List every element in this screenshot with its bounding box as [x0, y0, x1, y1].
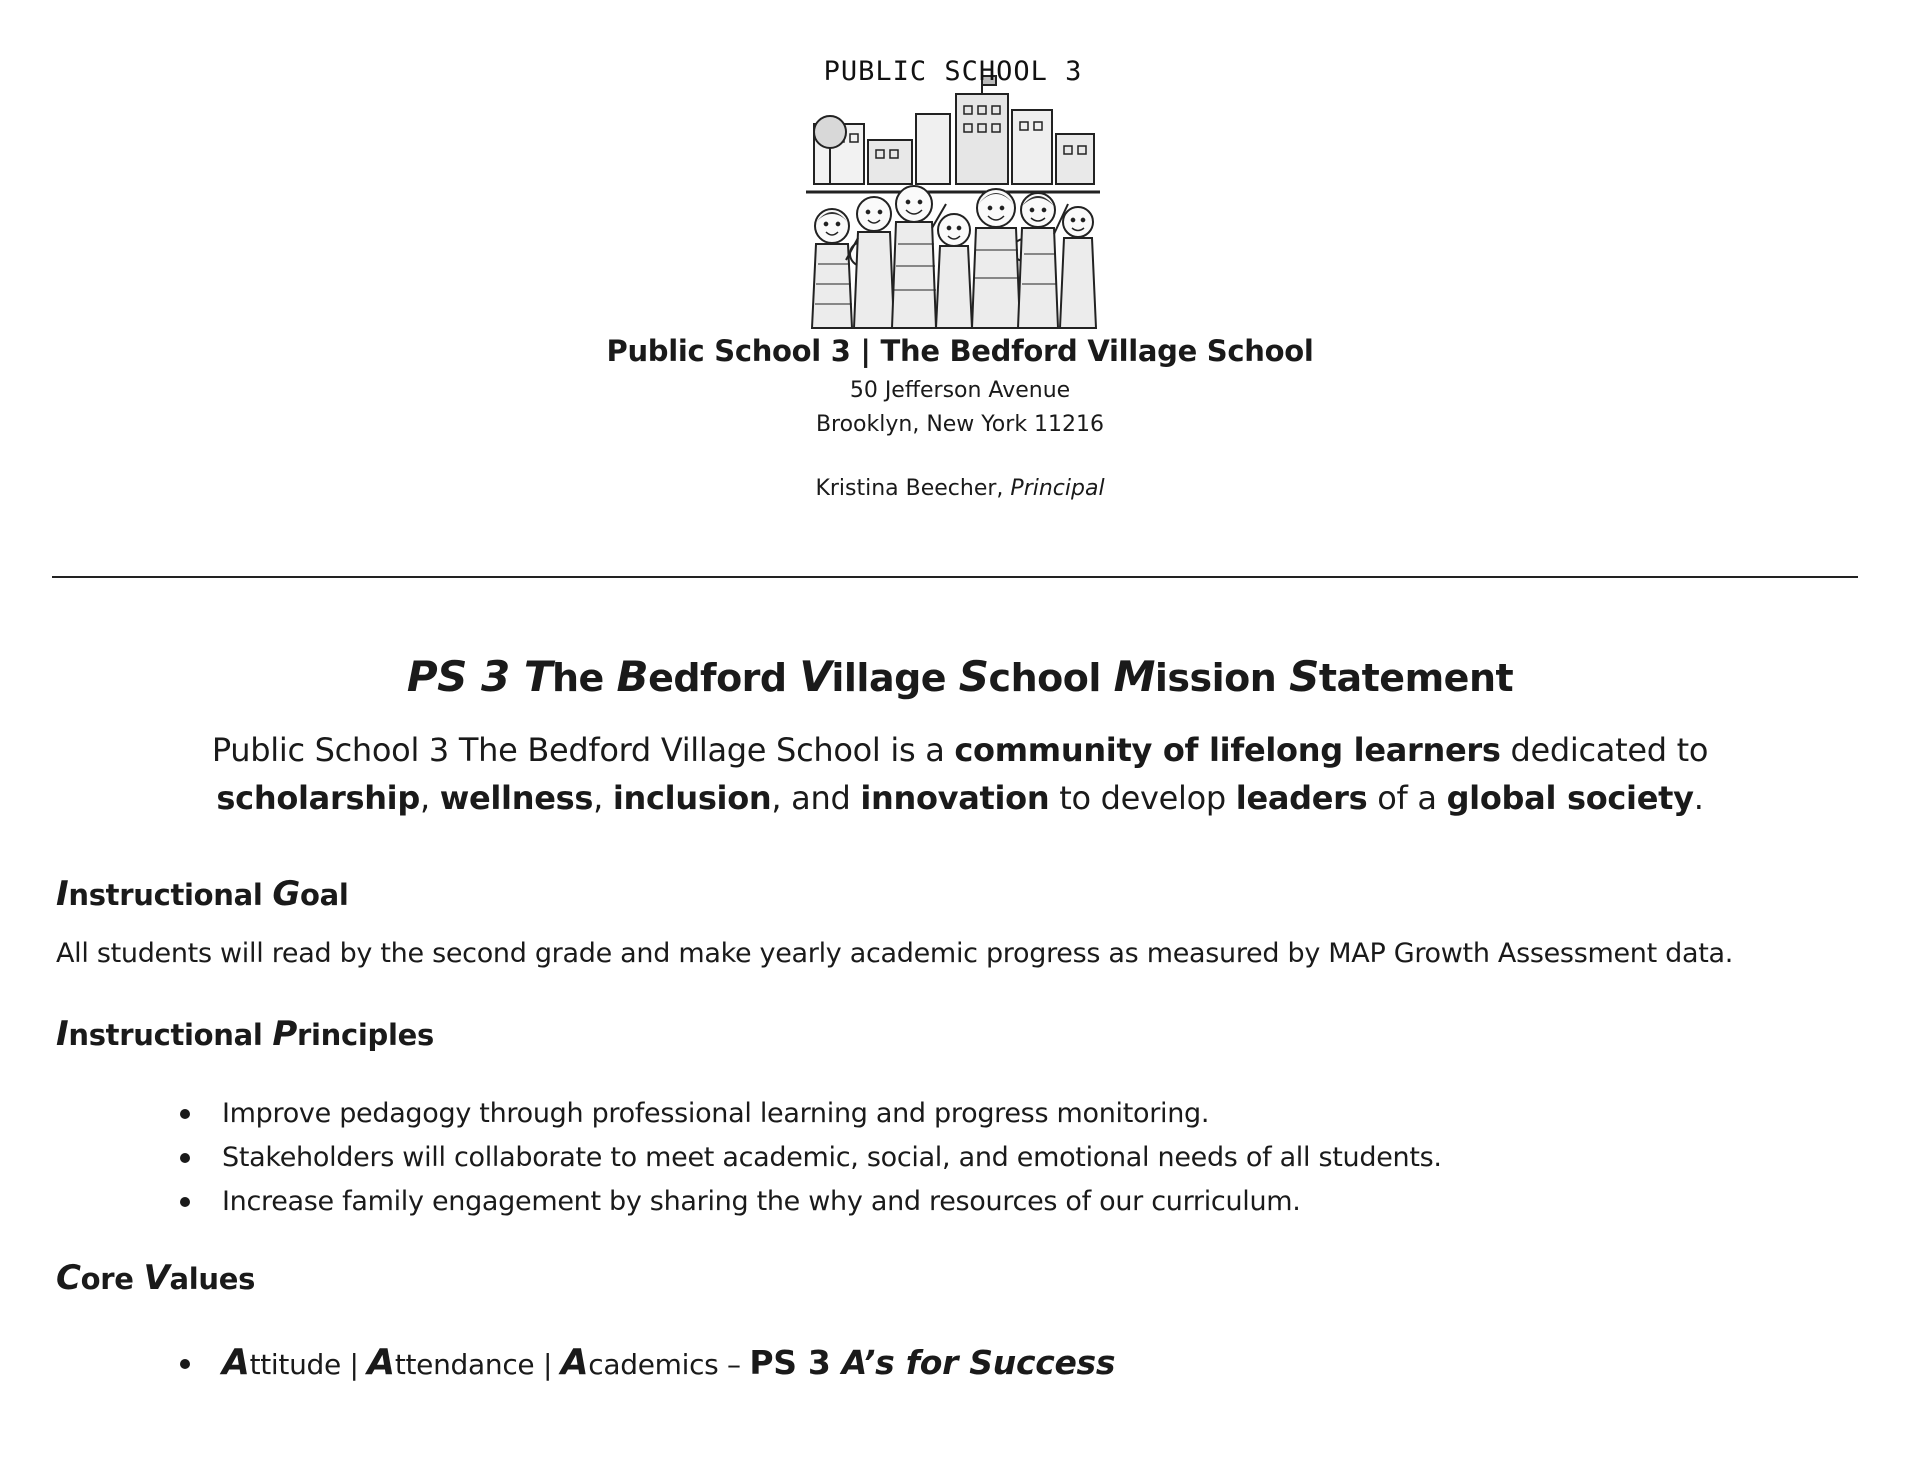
title-rest: illage: [831, 656, 959, 700]
title-rest: he: [551, 656, 617, 700]
heading-rest: nstructional: [68, 878, 273, 912]
list-item-text: Improve pedagogy through professional learning and progress monitoring.: [222, 1098, 1210, 1129]
title-cap: B: [616, 652, 649, 701]
heading-cap: I: [56, 1014, 69, 1054]
value-word: ttendance |: [394, 1348, 561, 1381]
title-rest: chool: [988, 656, 1114, 700]
instructional-principles-heading: [56, 1014, 434, 1054]
mission-emphasis: scholarship: [216, 779, 420, 817]
mission-text: , and: [771, 779, 861, 817]
heading-rest: rinciples: [296, 1018, 434, 1052]
mission-emphasis: wellness: [439, 779, 594, 817]
value-initial: A: [367, 1342, 395, 1383]
mission-emphasis: inclusion: [612, 779, 772, 817]
instructional-goal-text: All students will read by the second grade and make yearly academic progress as measured by MAP Growth Assessment data.: [56, 938, 1734, 969]
mission-emphasis: global society: [1446, 779, 1694, 817]
list-item-text: Stakeholders will collaborate to meet academic, social, and emotional needs of all students.: [222, 1142, 1442, 1173]
heading-cap: V: [143, 1258, 170, 1298]
address-city: Brooklyn, New York 11216: [815, 412, 1105, 437]
title-rest: tatement: [1318, 656, 1514, 700]
heading-rest: oal: [299, 878, 349, 912]
tagline-italic: A’s for Success: [841, 1343, 1116, 1382]
mission-emphasis: leaders: [1235, 779, 1368, 817]
mission-text: to develop: [1049, 779, 1236, 817]
tagline-plain: PS 3: [749, 1343, 842, 1382]
mission-text: dedicated to: [1500, 731, 1709, 769]
school-drawing-illustration: [806, 54, 1100, 330]
heading-cap: P: [272, 1014, 297, 1054]
mission-emphasis: innovation: [860, 779, 1050, 817]
mission-text: Public School 3 The Bedford Village School is a: [211, 731, 955, 769]
value-word: cademics –: [588, 1348, 750, 1381]
mission-text: ,: [593, 779, 613, 817]
heading-rest: ore: [80, 1262, 144, 1296]
heading-rest: alues: [169, 1262, 256, 1296]
title-cap: S: [1289, 652, 1319, 701]
logo-text: PUBLIC SCHOOL 3: [823, 56, 1083, 87]
mission-text: ,: [419, 779, 440, 817]
title-cap: M: [1113, 652, 1155, 701]
heading-cap: G: [272, 874, 300, 914]
header-divider: [52, 576, 1858, 578]
value-initial: A: [222, 1342, 250, 1383]
bullet-icon: [180, 1197, 190, 1207]
title-cap: V: [799, 652, 832, 701]
bullet-icon: [180, 1109, 190, 1119]
bullet-icon: [180, 1153, 190, 1163]
mission-emphasis: community of lifelong learners: [954, 731, 1501, 769]
mission-text: of a: [1367, 779, 1447, 817]
core-values-list: [178, 1338, 1115, 1390]
principal-line: [0, 476, 1920, 501]
school-name: Public School 3 | The Bedford Village School: [606, 334, 1314, 368]
address-street: 50 Jefferson Avenue: [849, 378, 1071, 403]
list-item-text: Increase family engagement by sharing the why and resources of our curriculum.: [222, 1186, 1301, 1217]
title-rest: ission: [1154, 656, 1290, 700]
list-item: [178, 1338, 1115, 1390]
value-initial: A: [560, 1342, 589, 1383]
principal-name: Kristina Beecher,: [815, 476, 1004, 501]
title-rest: edford: [648, 656, 800, 700]
principles-list: [178, 1092, 1442, 1224]
heading-cap: I: [56, 874, 69, 914]
success-tagline: [749, 1343, 1115, 1382]
list-item: [178, 1092, 1442, 1136]
value-word: ttitude |: [249, 1348, 368, 1381]
mission-statement-body: [160, 726, 1760, 822]
mission-text: .: [1693, 779, 1704, 817]
list-item: [178, 1180, 1442, 1224]
bullet-icon: [180, 1359, 190, 1369]
heading-rest: nstructional: [68, 1018, 273, 1052]
core-values-heading: [56, 1258, 255, 1298]
title-cap: S: [958, 652, 989, 701]
instructional-goal-heading: [56, 874, 349, 914]
list-item: [178, 1136, 1442, 1180]
mission-title: [0, 652, 1920, 701]
heading-cap: C: [56, 1258, 81, 1298]
title-cap: PS 3 T: [406, 652, 552, 701]
principal-role: Principal: [1010, 476, 1105, 501]
school-logo: [806, 54, 1100, 330]
